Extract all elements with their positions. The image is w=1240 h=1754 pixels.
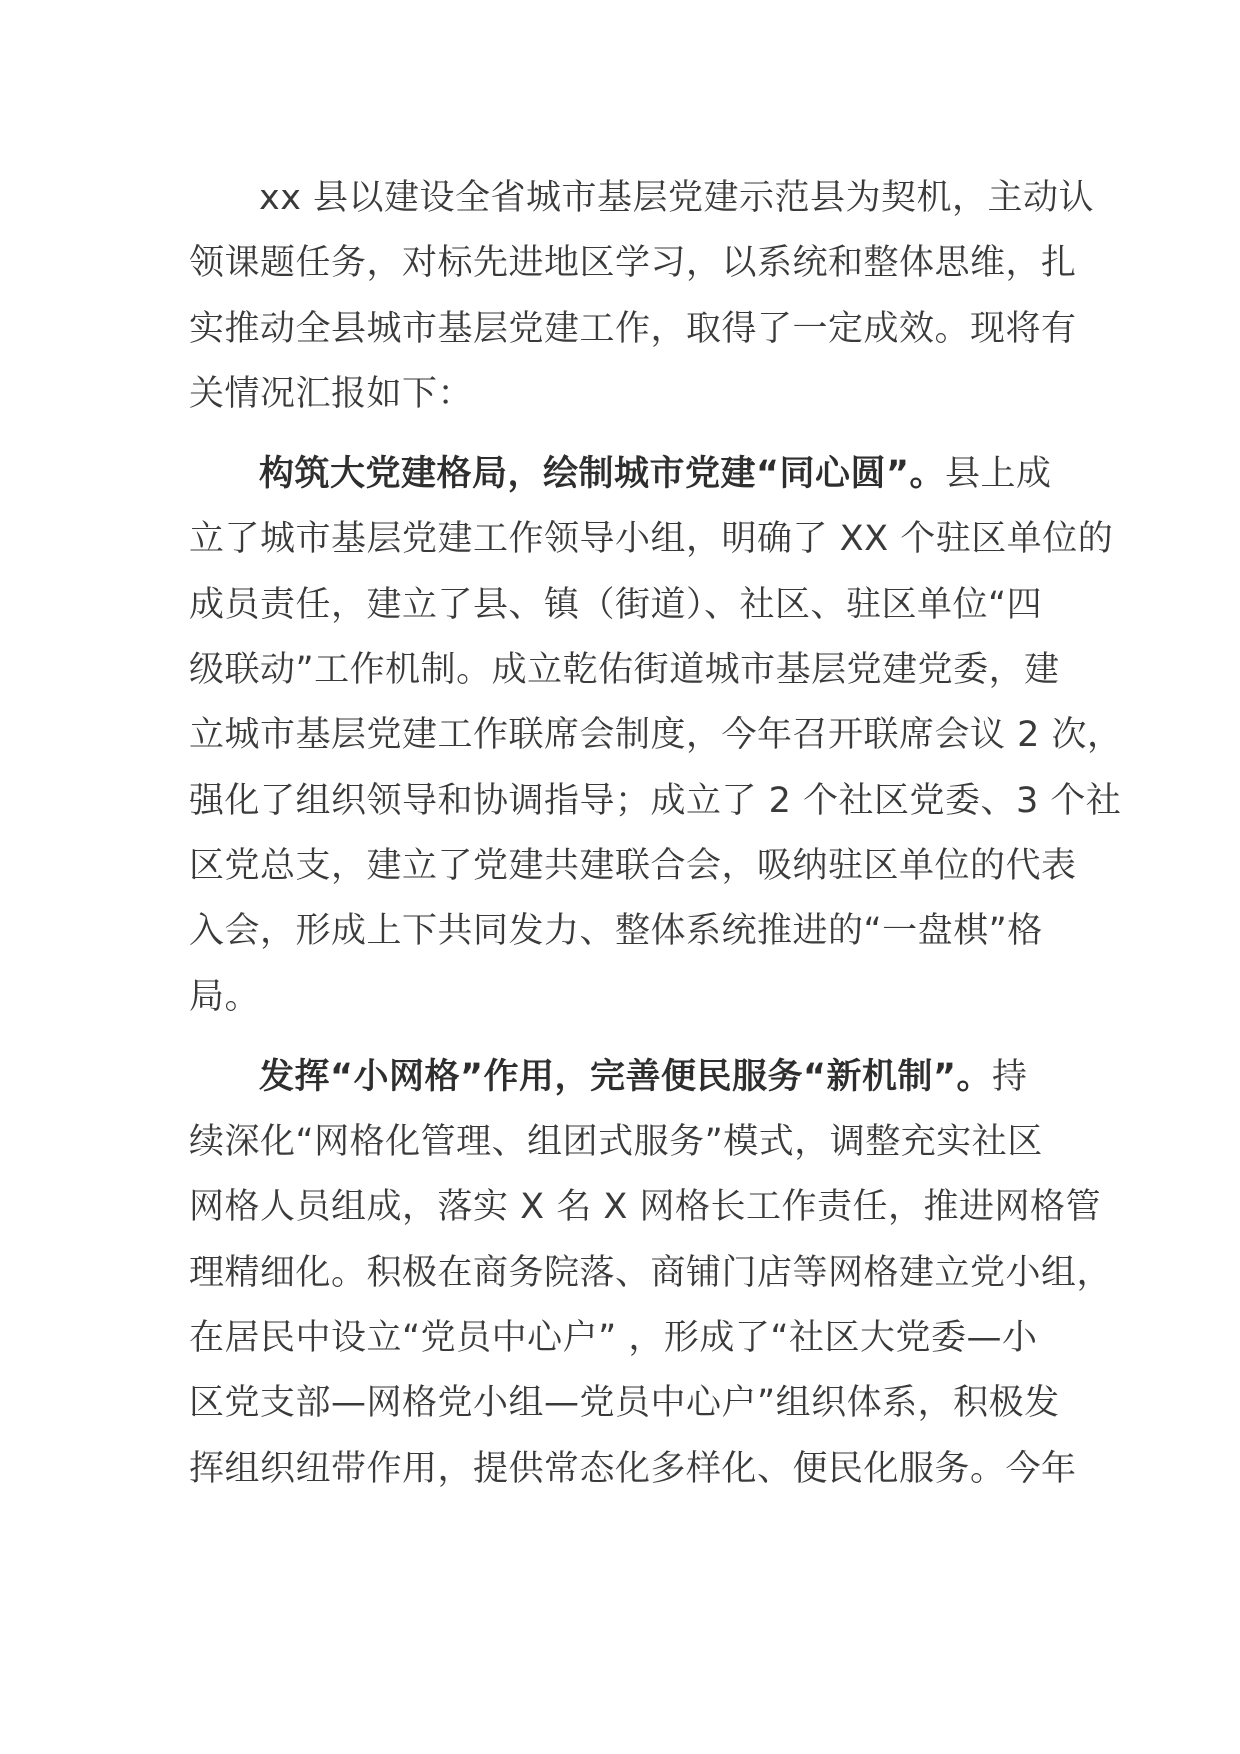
text-line: 领课题任务，对标先进地区学习，以系统和整体思维，扎: [189, 243, 1077, 284]
text-line: 网格人员组成，落实 X 名 X 网格长工作责任，推进网格管: [189, 1187, 1101, 1228]
section-heading: 构筑大党建格局，绘制城市党建“同心圆”。: [259, 454, 946, 495]
text-run: 持: [992, 1056, 1028, 1097]
text-line: 关情况汇报如下：: [189, 373, 474, 414]
text-line: 局。: [189, 976, 261, 1017]
text-line: 区党总支，建立了党建共建联合会，吸纳驻区单位的代表: [189, 845, 1077, 886]
text-line: 挥组织纽带作用，提供常态化多样化、便民化服务。今年: [189, 1448, 1077, 1489]
text-line: 在居民中设立“党员中心户” ，形成了“社区大党委—小: [189, 1318, 1038, 1359]
text-line: 级联动”工作机制。成立乾佑街道城市基层党建党委，建: [189, 650, 1060, 691]
text-line: [189, 442, 1089, 507]
text-run: 县上成: [945, 454, 1052, 495]
section-heading: 发挥“小网格”作用，完善便民服务“新机制”。: [259, 1056, 993, 1097]
text-line: 理精细化。积极在商务院落、商铺门店等网格建立党小组，: [189, 1252, 1113, 1293]
text-line: [189, 1045, 1089, 1110]
text-line: 入会，形成上下共同发力、整体系统推进的“一盘棋”格: [189, 911, 1043, 952]
paragraph-grid-service: [189, 1045, 1113, 1502]
paragraph-intro: [189, 166, 1095, 427]
text-line: 强化了组织领导和协调指导；成立了 2 个社区党委、3 个社: [189, 780, 1122, 821]
text-line: xx 县以建设全省城市基层党建示范县为契机，主动认: [259, 178, 1095, 218]
document-page: [189, 166, 1123, 1517]
text-line: 成员责任，建立了县、镇（街道）、社区、驻区单位“四: [189, 584, 1043, 625]
text-line: 区党支部—网格党小组—党员中心户”组织体系，积极发: [189, 1383, 1060, 1424]
paragraph-party-building-pattern: [189, 442, 1123, 1030]
text-line: 实推动全县城市基层党建工作，取得了一定成效。现将有: [189, 308, 1077, 349]
text-line: 立城市基层党建工作联席会制度，今年召开联席会议 2 次，: [189, 715, 1123, 756]
text-line: 续深化“网格化管理、组团式服务”模式，调整充实社区: [189, 1122, 1043, 1163]
text-line: 立了城市基层党建工作领导小组，明确了 XX 个驻区单位的: [189, 519, 1114, 560]
